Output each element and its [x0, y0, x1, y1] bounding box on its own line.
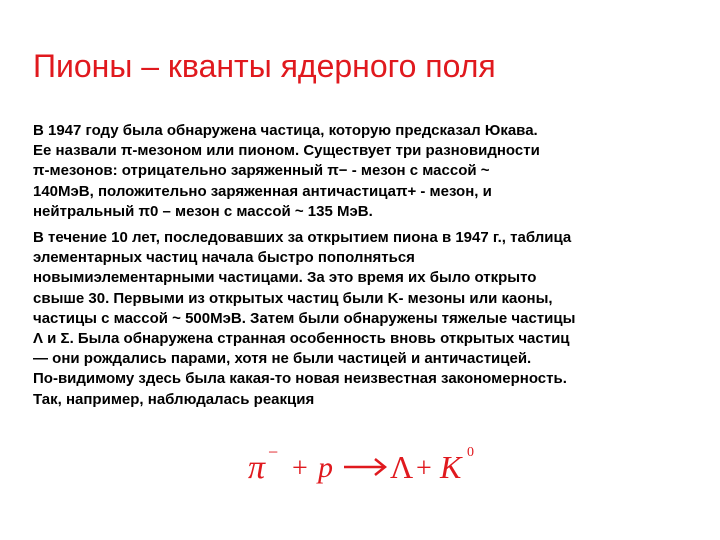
- text-line: — они рождались парами, хотя не были частицей и античастицей.: [33, 350, 532, 368]
- formula-proton: p: [318, 451, 333, 484]
- slide-body: [33, 121, 693, 410]
- text-line: Λ и Σ. Была обнаружена странная особенность вновь открытых частиц: [33, 330, 570, 348]
- text-line: π-мезонов: отрицательно заряженный π− - мезон с массой ~: [33, 162, 490, 180]
- formula-kaon-charge: 0: [467, 445, 474, 460]
- formula-plus-1: +: [292, 453, 308, 484]
- text-line: свыше 30. Первыми из открытых частиц были K- мезоны или каоны,: [33, 289, 553, 307]
- text-line: По-видимому здесь была какая-то новая неизвестная закономерность.: [33, 370, 567, 388]
- formula-kaon: K: [440, 449, 462, 485]
- reaction-formula-svg: [248, 440, 488, 488]
- text-line: элементарных частиц начала быстро пополняться: [33, 249, 415, 267]
- formula-lambda: Λ: [390, 449, 414, 485]
- text-line: 140МэВ, положительно заряженная античастицаπ+ - мезон, и: [33, 182, 492, 200]
- formula-pi-charge: −: [268, 442, 279, 462]
- arrow-icon: [344, 459, 385, 475]
- text-line: Ее назвали π-мезоном или пионом. Существует три разновидности: [33, 142, 540, 160]
- text-line: Так, например, наблюдалась реакция: [33, 390, 315, 408]
- reaction-formula: [248, 440, 488, 488]
- slide-title: Пионы – кванты ядерного поля: [33, 48, 496, 84]
- text-line: новымиэлементарными частицами. За это время их было открыто: [33, 269, 537, 287]
- text-line: нейтральный π0 – мезон с массой ~ 135 МэВ.: [33, 202, 373, 220]
- text-line: частицы с массой ~ 500МэВ. Затем были обнаружены тяжелые частицы: [33, 309, 576, 327]
- text-line: В течение 10 лет, последовавших за открытием пиона в 1947 г., таблица: [33, 229, 572, 247]
- text-line: В 1947 году была обнаружена частица, которую предсказал Юкава.: [33, 122, 538, 139]
- formula-plus-2: +: [416, 453, 432, 484]
- paragraph-new-particles: [33, 228, 693, 410]
- formula-pi: π: [248, 449, 266, 486]
- paragraph-pion-discovery: [33, 121, 693, 222]
